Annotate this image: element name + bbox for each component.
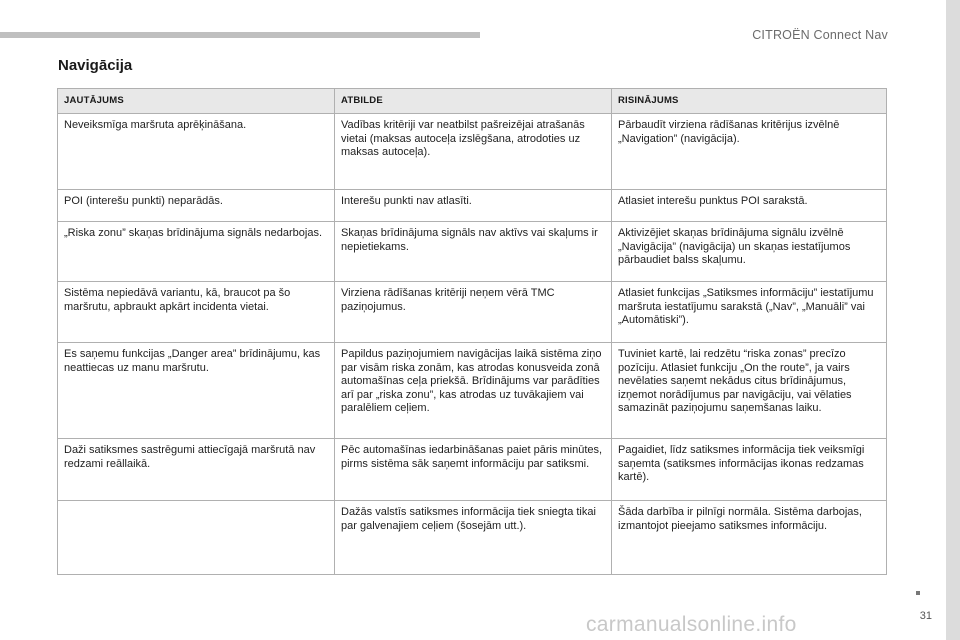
question-cell (58, 501, 335, 575)
question-cell: POI (interešu punkti) neparādās. (58, 190, 335, 222)
table-row (58, 114, 887, 190)
table-row (58, 222, 887, 282)
solution-cell: Atlasiet interešu punktus POI sarakstā. (612, 190, 887, 222)
table-row (58, 501, 887, 575)
table-row (58, 439, 887, 501)
table-header-row (58, 89, 887, 114)
page-marker-dot (916, 591, 920, 595)
question-cell: Sistēma nepiedāvā variantu, kā, braucot pa šo maršrutu, apbraukt apkārt incidenta vietai. (58, 282, 335, 343)
solution-cell: Atlasiet funkcijas „Satiksmes informāciju” iestatījumu maršruta iestatījumu sarakstā („Nav”, „Manuāli” vai „Automātiski”). (612, 282, 887, 343)
question-cell: Daži satiksmes sastrēgumi attiecīgajā maršrutā nav redzami reāllaikā. (58, 439, 335, 501)
question-cell: Neveiksmīga maršruta aprēķināšana. (58, 114, 335, 190)
answer-cell: Pēc automašīnas iedarbināšanas paiet pāris minūtes, pirms sistēma sāk saņemt informāciju par satiksmi. (335, 439, 612, 501)
question-cell: „Riska zonu” skaņas brīdinājuma signāls nedarbojas. (58, 222, 335, 282)
answer-cell: Vadības kritēriji var neatbilst pašreizējai atrašanās vietai (maksas autoceļa izslēgšana, atrodoties uz maksas autoceļa). (335, 114, 612, 190)
solution-cell: Aktivizējiet skaņas brīdinājuma signālu izvēlnē „Navigācija” (navigācija) un skaņas iestatījumos pārbaudiet balss skaļumu. (612, 222, 887, 282)
watermark-text: carmanualsonline.info (586, 613, 797, 636)
column-header-solution: RISINĀJUMS (612, 89, 887, 114)
question-cell: Es saņemu funkcijas „Danger area” brīdinājumu, kas neattiecas uz manu maršrutu. (58, 343, 335, 439)
header-brand: CITROËN Connect Nav (752, 28, 888, 42)
solution-cell: Pārbaudīt virziena rādīšanas kritērijus izvēlnē „Navigation” (navigācija). (612, 114, 887, 190)
answer-cell: Dažās valstīs satiksmes informācija tiek sniegta tikai par galvenajiem ceļiem (šosejām utt.). (335, 501, 612, 575)
answer-cell: Virziena rādīšanas kritēriji neņem vērā TMC paziņojumus. (335, 282, 612, 343)
page-number: 31 (919, 610, 932, 622)
table-row (58, 190, 887, 222)
table-row (58, 282, 887, 343)
solution-cell: Pagaidiet, līdz satiksmes informācija tiek veiksmīgi saņemta (satiksmes informācijas ikonas redzamas kartē). (612, 439, 887, 501)
table-row (58, 343, 887, 439)
header-rule (0, 32, 480, 38)
column-header-question: JAUTĀJUMS (58, 89, 335, 114)
solution-cell: Tuviniet kartē, lai redzētu “riska zonas” precīzo pozīciju. Atlasiet funkciju „On the route”, ja vairs nevēlaties saņemt nekādus citus brīdinājumus, izņemot norādījumus par navigāciju, vai vēlaties samazināt paziņojumu saņemšanas laiku. (612, 343, 887, 439)
solution-cell: Šāda darbība ir pilnīgi normāla. Sistēma darbojas, izmantojot pieejamo satiksmes informāciju. (612, 501, 887, 575)
section-title: Navigācija (58, 57, 133, 74)
page-edge-band (946, 0, 960, 640)
answer-cell: Interešu punkti nav atlasīti. (335, 190, 612, 222)
column-header-answer: ATBILDE (335, 89, 612, 114)
troubleshooting-table (57, 88, 887, 575)
answer-cell: Skaņas brīdinājuma signāls nav aktīvs vai skaļums ir nepietiekams. (335, 222, 612, 282)
answer-cell: Papildus paziņojumiem navigācijas laikā sistēma ziņo par visām riska zonām, kas atrodas konusveida zonā automašīnas ceļa priekšā. Brīdinājums var parādīties arī par „riska zonu”, kas atrodas uz tuvākajiem vai paralēliem ceļiem. (335, 343, 612, 439)
